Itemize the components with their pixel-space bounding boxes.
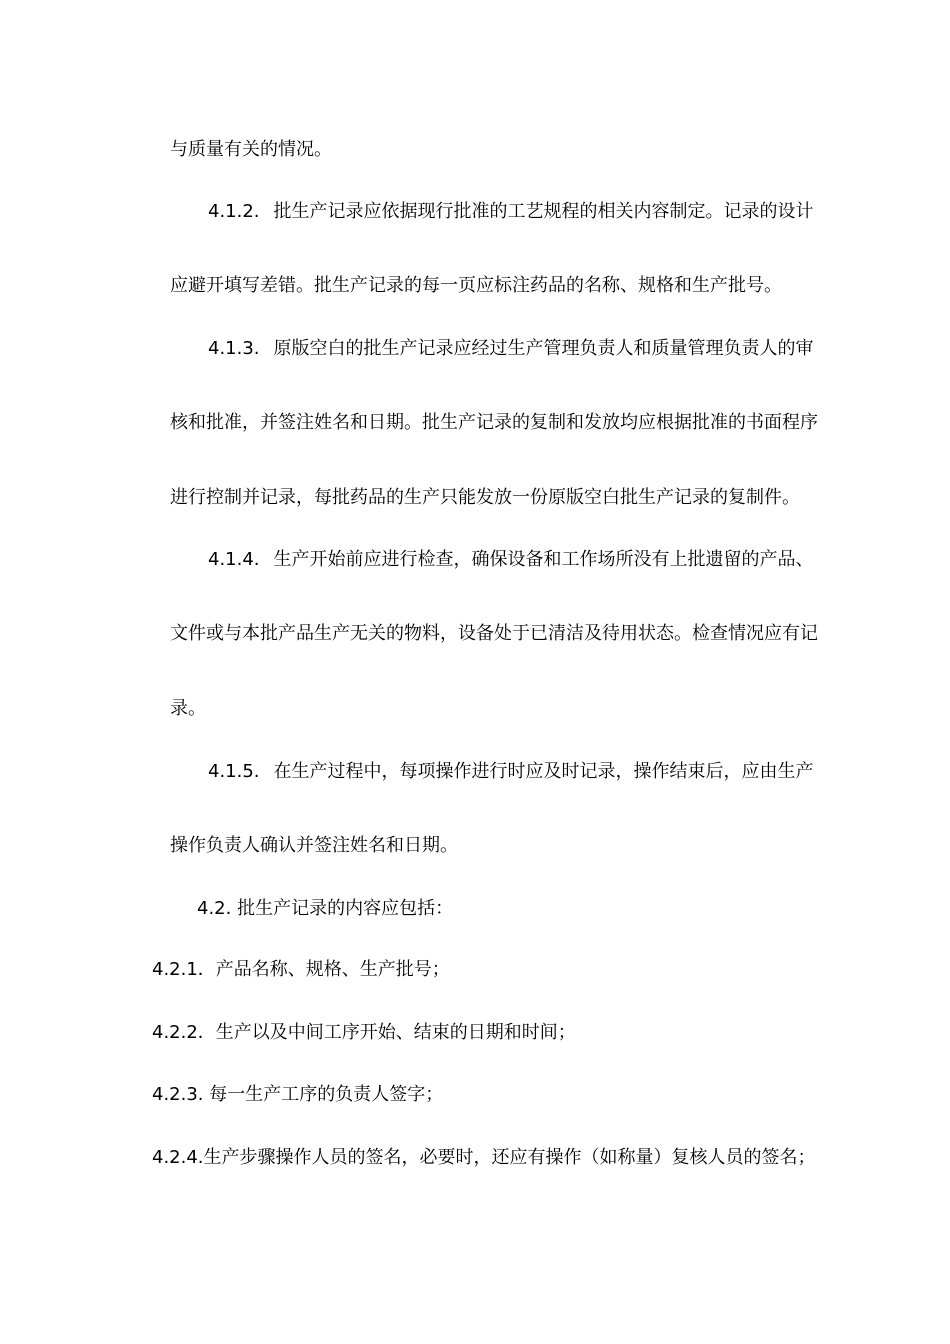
list-item-4-2-2: 4.2.2．生产以及中间工序开始、结束的日期和时间； bbox=[152, 1022, 576, 1043]
list-item-4-2-3: 4.2.3. 每一生产工序的负责人签字； bbox=[152, 1084, 444, 1105]
clause-number: 4.1.2. bbox=[208, 201, 260, 222]
paragraph-line: 与质量有关的情况。 bbox=[170, 139, 332, 160]
paragraph-line: 操作负责人确认并签注姓名和日期。 bbox=[170, 835, 458, 856]
paragraph-line: 文件或与本批产品生产无关的物料，设备处于已清洁及待用状态。检查情况应有记 bbox=[170, 623, 818, 644]
section-4-2-heading: 4.2. 批生产记录的内容应包括： bbox=[197, 898, 454, 919]
clause-text: 批生产记录应依据现行批准的工艺规程的相关内容制定。记录的设计 bbox=[273, 201, 814, 222]
paragraph-line: 进行控制并记录，每批药品的生产只能发放一份原版空白批生产记录的复制件。 bbox=[170, 487, 800, 508]
paragraph-line: 核和批准，并签注姓名和日期。批生产记录的复制和发放均应根据批准的书面程序 bbox=[170, 412, 818, 433]
clause-text: 生产开始前应进行检查，确保设备和工作场所没有上批遗留的产品、 bbox=[273, 549, 814, 570]
clause-number: 4.1.5. bbox=[208, 761, 260, 782]
list-item-4-2-4: 4.2.4.生产步骤操作人员的签名，必要时，还应有操作（如称量）复核人员的签名； bbox=[152, 1147, 816, 1168]
clause-4-1-5 bbox=[208, 760, 814, 784]
paragraph-line: 应避开填写差错。批生产记录的每一页应标注药品的名称、规格和生产批号。 bbox=[170, 275, 782, 296]
clause-4-1-3 bbox=[208, 337, 814, 361]
clause-text: 在生产过程中，每项操作进行时应及时记录，操作结束后，应由生产 bbox=[273, 761, 814, 782]
clause-number: 4.1.3. bbox=[208, 338, 260, 359]
clause-text: 原版空白的批生产记录应经过生产管理负责人和质量管理负责人的审 bbox=[273, 338, 814, 359]
list-item-4-2-1: 4.2.1．产品名称、规格、生产批号； bbox=[152, 959, 450, 980]
clause-4-1-4 bbox=[208, 548, 814, 572]
paragraph-line: 录。 bbox=[170, 698, 206, 719]
clause-4-1-2 bbox=[208, 200, 814, 224]
clause-number: 4.1.4. bbox=[208, 549, 260, 570]
